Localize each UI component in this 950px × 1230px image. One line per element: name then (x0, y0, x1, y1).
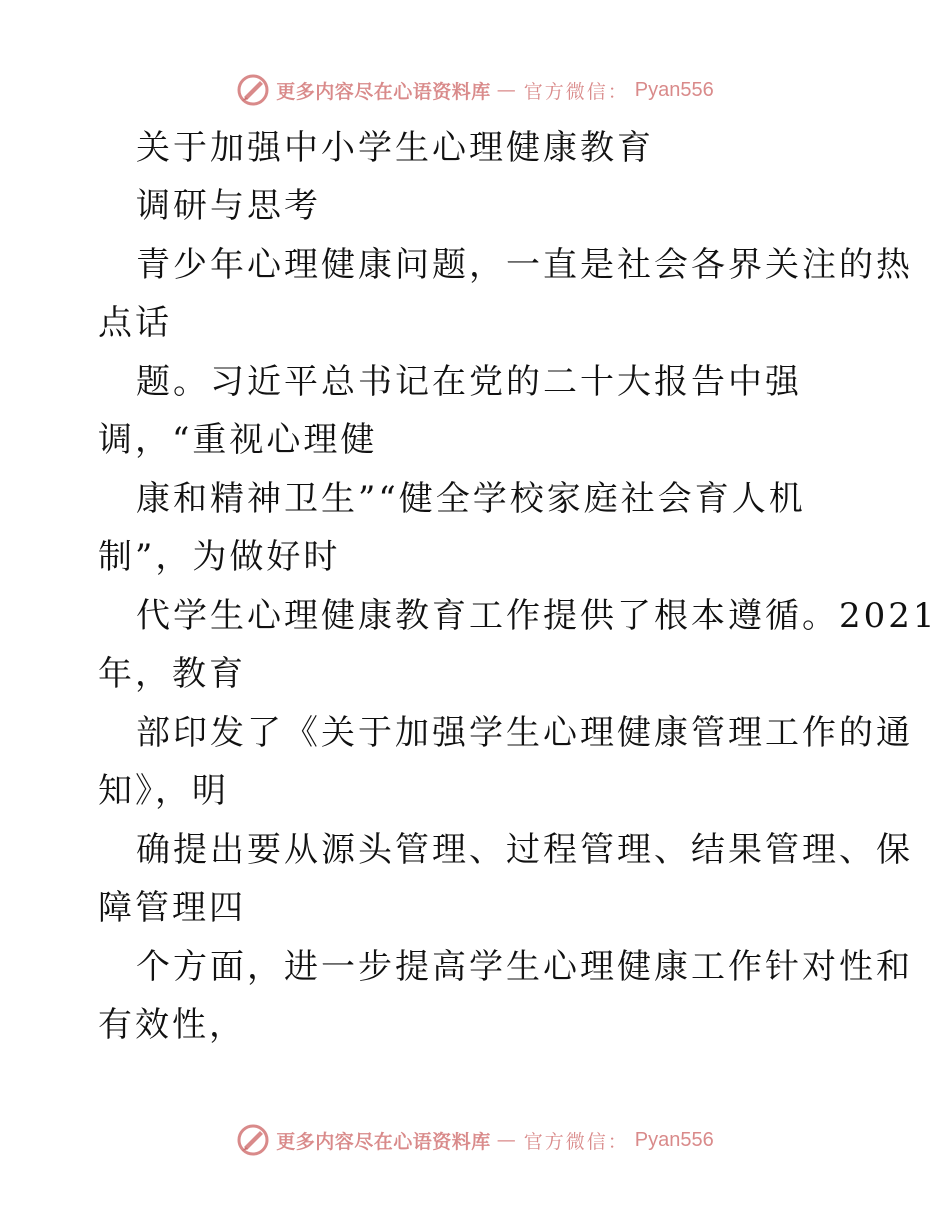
banner-main-text: 更多内容尽在心语资料库 (276, 1130, 491, 1153)
paragraph-line: 有效性， (98, 1005, 246, 1045)
paragraph-line: 部印发了《关于加强学生心理健康管理工作的通 (136, 713, 913, 753)
banner-wechat-id: Pyan556 (634, 1128, 714, 1151)
banner-dash: — (496, 1129, 518, 1151)
banner-sub-text: 官方微信： (523, 80, 629, 103)
header-banner (0, 70, 950, 110)
paragraph-line: 制”，为做好时 (98, 537, 341, 577)
banner-main-text: 更多内容尽在心语资料库 (276, 80, 491, 103)
paragraph-line: 知》，明 (98, 771, 229, 811)
banner-wechat-id: Pyan556 (634, 78, 714, 101)
paragraph-line: 确提出要从源头管理、过程管理、结果管理、保 (136, 830, 913, 870)
paragraph-line: 年，教育 (98, 654, 246, 694)
paragraph-line: 康和精神卫生”“健全学校家庭社会育人机 (136, 479, 806, 519)
banner-sub-text: 官方微信： (523, 1130, 629, 1153)
paragraph-line: 障管理四 (98, 888, 246, 928)
document-title-line-2: 调研与思考 (136, 186, 321, 226)
footer-banner (0, 1120, 950, 1160)
banner-dash: — (496, 79, 518, 101)
quill-logo-icon (236, 73, 270, 107)
paragraph-line: 青少年心理健康问题，一直是社会各界关注的热 (136, 245, 913, 285)
paragraph-line: 点话 (98, 303, 172, 343)
paragraph-line: 题。习近平总书记在党的二十大报告中强 (136, 362, 802, 402)
paragraph-line: 调，“重视心理健 (98, 420, 378, 460)
quill-logo-icon (236, 1123, 270, 1157)
paragraph-line: 个方面，进一步提高学生心理健康工作针对性和 (136, 947, 913, 987)
paragraph-line: 代学生心理健康教育工作提供了根本遵循。2021 (136, 596, 938, 636)
document-title-line-1: 关于加强中小学生心理健康教育 (136, 128, 654, 168)
